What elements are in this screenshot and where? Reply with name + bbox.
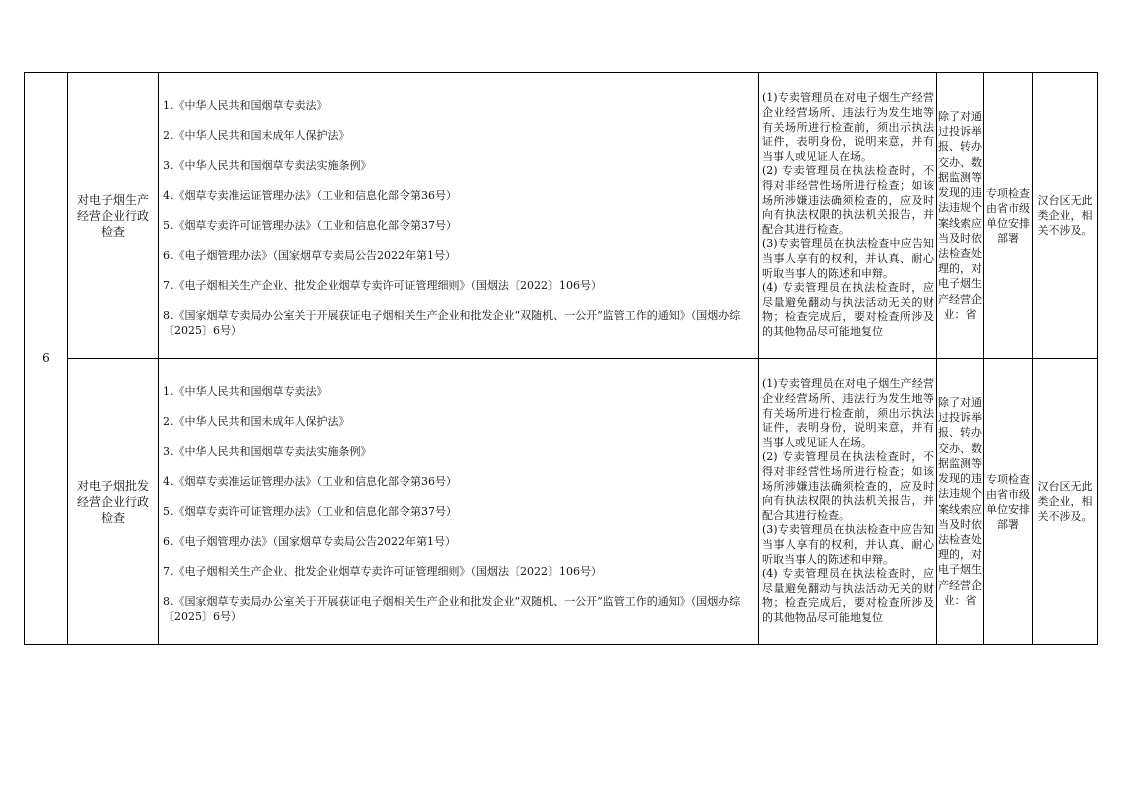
legal-basis-item: 4.《烟草专卖准运证管理办法》（工业和信息化部令第36号） — [163, 188, 457, 202]
plan-cell: 专项检查由省市级单位安排部署 — [984, 359, 1033, 645]
legal-basis-item: 2.《中华人民共和国未成年人保护法》 — [163, 414, 350, 428]
scope-text: 除了对通过投诉举报、转办交办、数据监测等发现的违法违规个案线索应当及时依法检查处理的，对电子烟生产经营企业：省 — [938, 110, 982, 321]
legal-basis-item: 7.《电子烟相关生产企业、批发企业烟草专卖许可证管理细则》（国烟法〔2022〕106号） — [163, 278, 602, 292]
note-cell: 汉台区无此类企业，相关不涉及。 — [1033, 73, 1098, 359]
row-number: 6 — [25, 73, 68, 645]
legal-basis-item: 6.《电子烟管理办法》（国家烟草专卖局公告2022年第1号） — [163, 248, 456, 262]
legal-basis-item: 1.《中华人民共和国烟草专卖法》 — [163, 98, 328, 112]
legal-basis-item: 7.《电子烟相关生产企业、批发企业烟草专卖许可证管理细则》（国烟法〔2022〕106号） — [163, 564, 602, 578]
requirements-cell — [759, 73, 937, 359]
requirement-item: (3)专卖管理员在执法检查中应告知当事人享有的权利，并认真、耐心听取当事人的陈述和申辩。 — [762, 523, 934, 566]
inspection-item: 对电子烟生产经营企业行政检查 — [68, 73, 159, 359]
legal-basis-item: 5.《烟草专卖许可证管理办法》（工业和信息化部令第37号） — [163, 504, 457, 518]
legal-basis-item: 8.《国家烟草专卖局办公室关于开展获证电子烟相关生产企业和批发企业“双随机、一公开”监管工作的通知》（国烟办综〔2025〕6号） — [163, 594, 741, 623]
plan-cell: 专项检查由省市级单位安排部署 — [984, 73, 1033, 359]
inspection-table — [24, 72, 1098, 645]
legal-basis-item: 6.《电子烟管理办法》（国家烟草专卖局公告2022年第1号） — [163, 534, 456, 548]
legal-basis-item: 5.《烟草专卖许可证管理办法》（工业和信息化部令第37号） — [163, 218, 457, 232]
requirement-item: (4) 专卖管理员在执法检查时，应尽量避免翻动与执法活动无关的财物；检查完成后，要对检查所涉及的其他物品尽可能地复位 — [762, 281, 934, 338]
requirement-item: (1)专卖管理员在对电子烟生产经营企业经营场所、违法行为发生地等有关场所进行检查前，须出示执法证件，表明身份，说明来意，并有当事人或见证人在场。 — [762, 377, 934, 449]
table-row — [25, 73, 1098, 359]
requirement-item: (3)专卖管理员在执法检查中应告知当事人享有的权利，并认真、耐心听取当事人的陈述和申辩。 — [762, 237, 934, 280]
scope-text: 除了对通过投诉举报、转办交办、数据监测等发现的违法违规个案线索应当及时依法检查处理的，对电子烟生产经营企业：省 — [938, 396, 982, 607]
scope-cell — [937, 359, 984, 645]
legal-basis-cell — [159, 359, 759, 645]
legal-basis-item: 8.《国家烟草专卖局办公室关于开展获证电子烟相关生产企业和批发企业“双随机、一公开”监管工作的通知》（国烟办综〔2025〕6号） — [163, 308, 741, 337]
legal-basis-item: 4.《烟草专卖准运证管理办法》（工业和信息化部令第36号） — [163, 474, 457, 488]
requirement-item: (2) 专卖管理员在执法检查时，不得对非经营性场所进行检查；如该场所涉嫌违法确须检查的，应及时向有执法权限的执法机关报告，并配合其进行检查。 — [762, 164, 934, 236]
legal-basis-item: 1.《中华人民共和国烟草专卖法》 — [163, 384, 328, 398]
inspection-item: 对电子烟批发经营企业行政检查 — [68, 359, 159, 645]
legal-basis-item: 2.《中华人民共和国未成年人保护法》 — [163, 128, 350, 142]
requirement-item: (4) 专卖管理员在执法检查时，应尽量避免翻动与执法活动无关的财物；检查完成后，要对检查所涉及的其他物品尽可能地复位 — [762, 567, 934, 624]
legal-basis-item: 3.《中华人民共和国烟草专卖法实施条例》 — [163, 444, 372, 458]
table-row — [25, 359, 1098, 645]
scope-cell — [937, 73, 984, 359]
legal-basis-item: 3.《中华人民共和国烟草专卖法实施条例》 — [163, 158, 372, 172]
note-cell: 汉台区无此类企业，相关不涉及。 — [1033, 359, 1098, 645]
requirement-item: (2) 专卖管理员在执法检查时，不得对非经营性场所进行检查；如该场所涉嫌违法确须检查的，应及时向有执法权限的执法机关报告，并配合其进行检查。 — [762, 450, 934, 522]
legal-basis-cell — [159, 73, 759, 359]
requirements-cell — [759, 359, 937, 645]
requirement-item: (1)专卖管理员在对电子烟生产经营企业经营场所、违法行为发生地等有关场所进行检查前，须出示执法证件，表明身份，说明来意，并有当事人或见证人在场。 — [762, 91, 934, 163]
